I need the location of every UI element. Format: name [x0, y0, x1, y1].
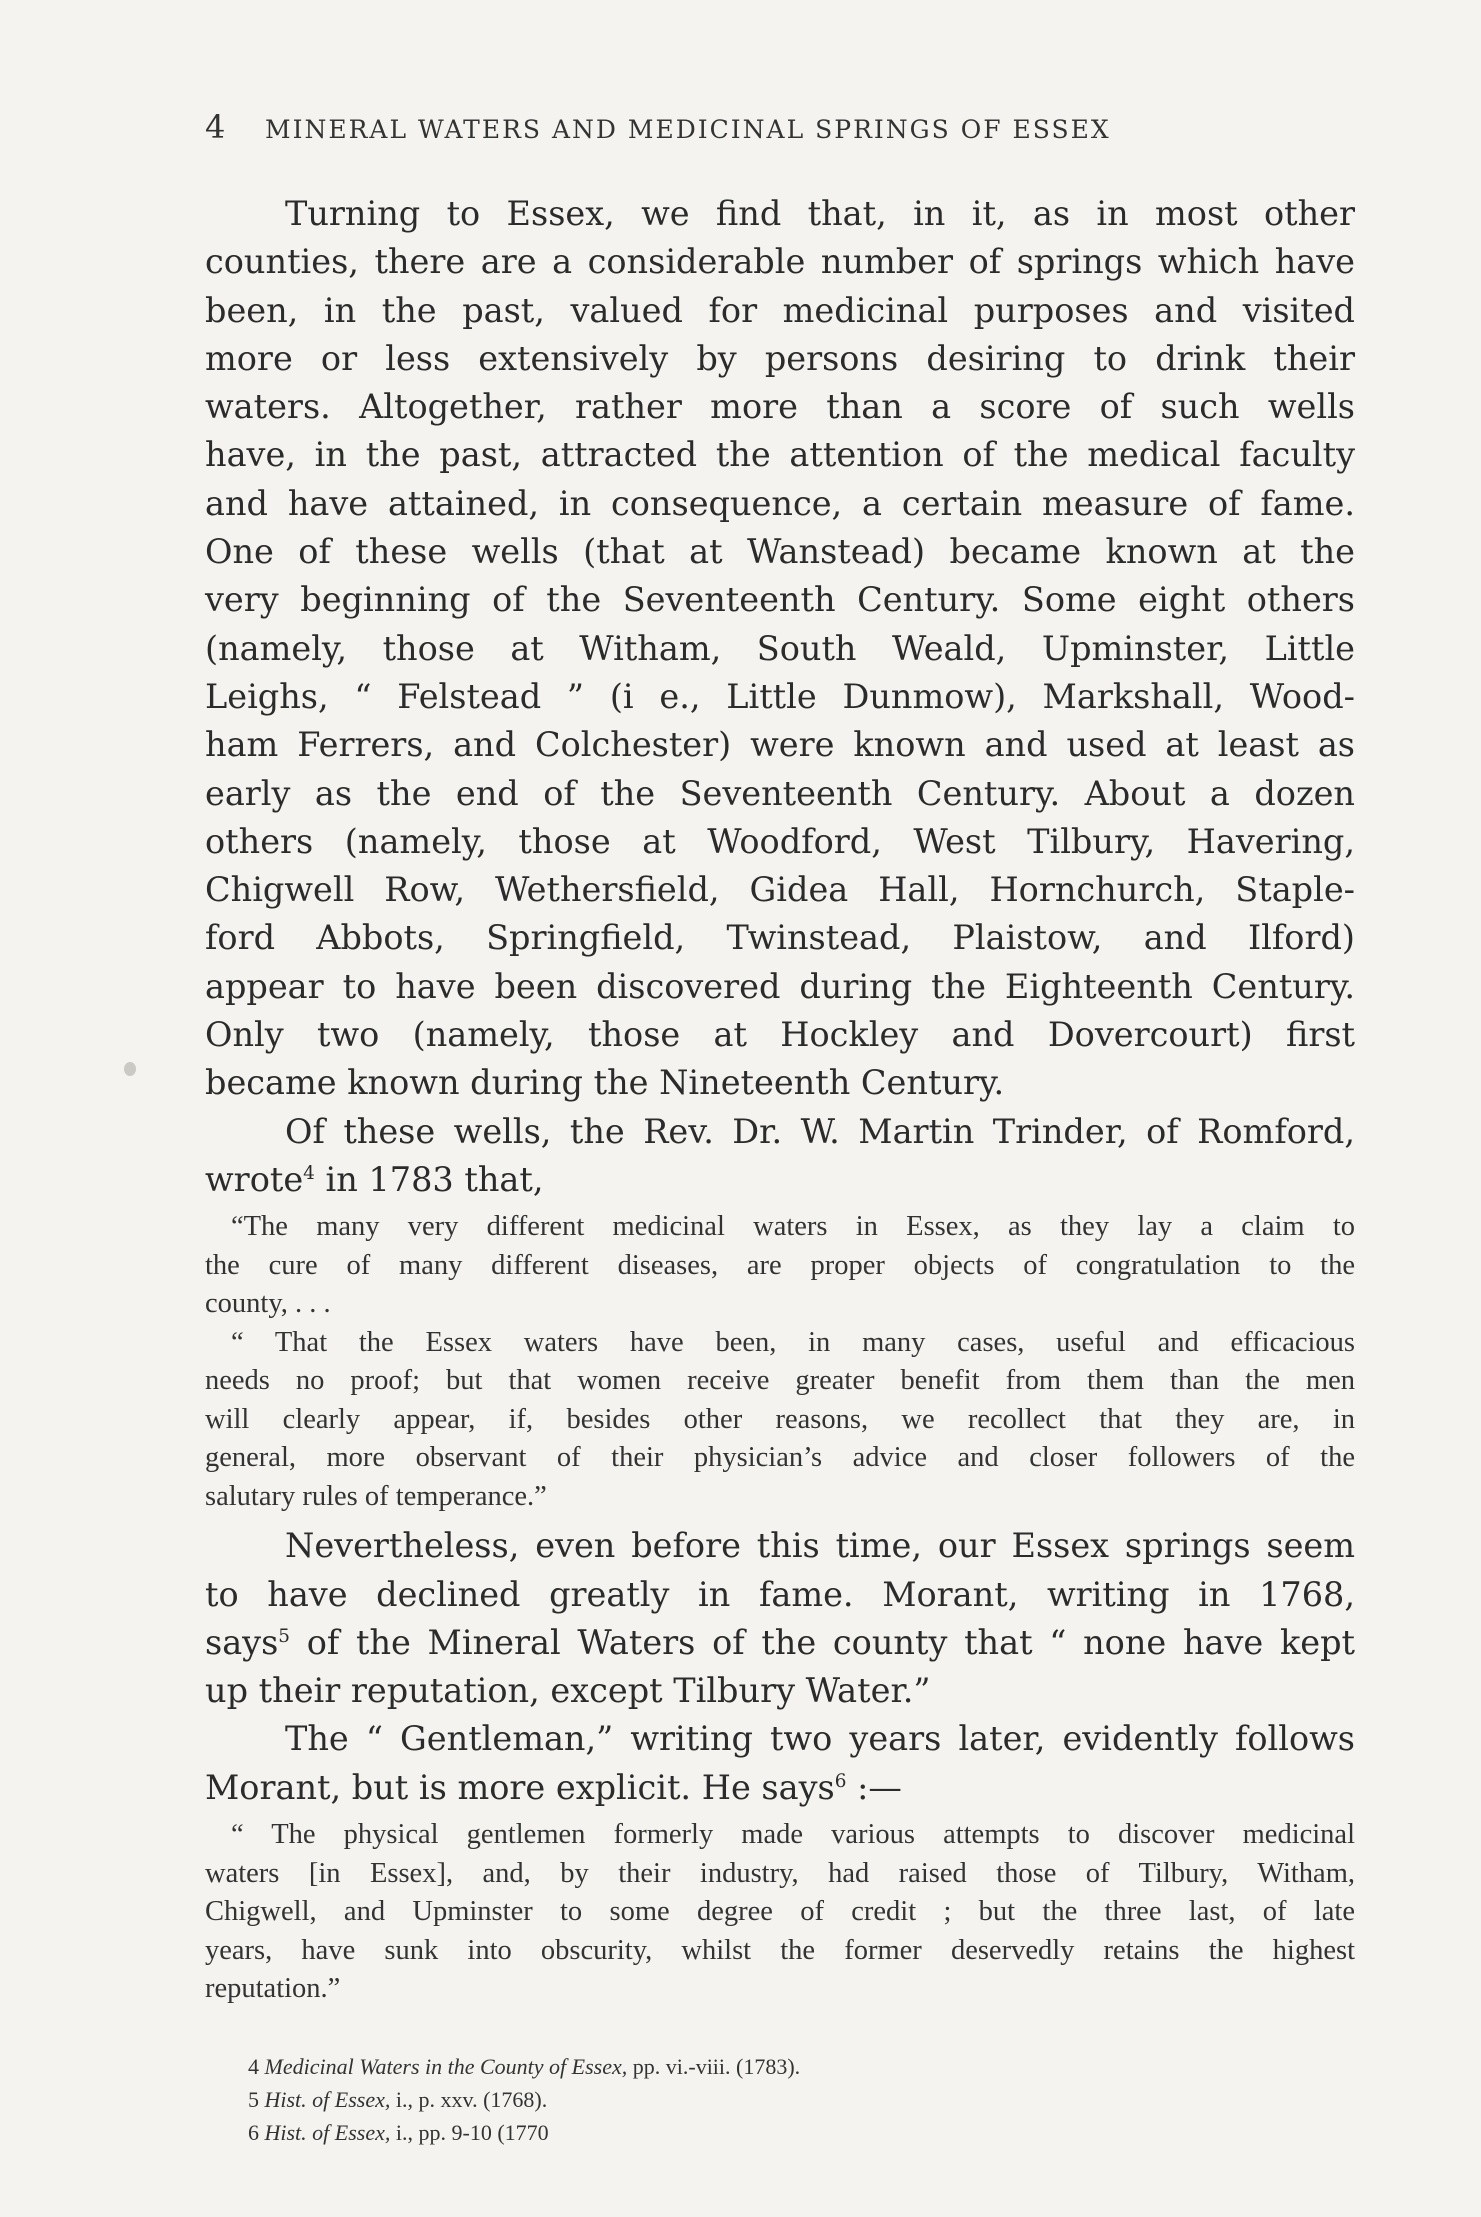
- footnotes: [248, 2050, 800, 2149]
- text-line: counties, there are a considerable number of springs which have: [205, 242, 1355, 282]
- paragraph-4: [205, 1715, 1355, 1812]
- text-line: ford Abbots, Springfield, Twinstead, Plaistow, and Ilford): [205, 918, 1355, 958]
- text-line: Of these wells, the Rev. Dr. W. Martin Trinder, of Romford,: [285, 1111, 1355, 1151]
- footnote-title: Medicinal Waters in the County of Essex,: [264, 2054, 628, 2079]
- text-line: Turning to Essex, we find that, in it, as in most other: [285, 194, 1355, 233]
- quote-line: waters [in Essex], and, by their industry, had raised those of Tilbury, Witham,: [205, 1857, 1355, 1889]
- text-line: One of these wells (that at Wanstead) became known at the: [205, 532, 1355, 572]
- quote-line: reputation.”: [205, 1973, 341, 2005]
- footnote-title: Hist. of Essex,: [264, 2087, 391, 2112]
- quote-line: years, have sunk into obscurity, whilst the former deservedly retains the highest: [205, 1934, 1355, 1966]
- text-line: [205, 1764, 1355, 1812]
- text-line: up their reputation, except Tilbury Water.”: [205, 1671, 931, 1711]
- text-run: :—: [846, 1767, 902, 1807]
- footnote-ref-5: 5: [278, 1625, 290, 1647]
- text-run: Morant, but is more explicit. He says: [205, 1767, 835, 1807]
- text-line: became known during the Nineteenth Century.: [205, 1063, 1005, 1103]
- text-line: more or less extensively by persons desiring to drink their: [205, 338, 1355, 378]
- text-line: [205, 1156, 1355, 1204]
- paragraph-2: [205, 1108, 1355, 1205]
- text-line: Chigwell Row, Wethersfield, Gidea Hall, Hornchurch, Staple-: [205, 870, 1355, 910]
- footnote-ref-6: 6: [834, 1770, 847, 1792]
- quote-line: the cure of many different diseases, are proper objects of congratulation to the: [205, 1249, 1355, 1281]
- block-quote-gentleman: [205, 1816, 1355, 2009]
- text-line: to have declined greatly in fame. Morant, writing in 1768,: [205, 1574, 1355, 1614]
- text-line: Leighs, “ Felstead ” (i e., Little Dunmow), Markshall, Wood-: [205, 676, 1355, 716]
- text-line: have, in the past, attracted the attention of the medical faculty: [205, 435, 1355, 475]
- text-line: The “ Gentleman,” writing two years later, evidently follows: [285, 1719, 1355, 1759]
- paper-speck: [124, 1062, 136, 1076]
- quote-line: will clearly appear, if, besides other reasons, we recollect that they are, in: [205, 1403, 1355, 1435]
- text-run: of the Mineral Waters of the county that “ none have kept: [290, 1622, 1355, 1662]
- running-head: [205, 108, 1265, 146]
- text-line: very beginning of the Seventeenth Century. Some eight others: [205, 580, 1355, 620]
- text-line: ham Ferrers, and Colchester) were known and used at least as: [205, 725, 1355, 765]
- footnote-title: Hist. of Essex,: [264, 2120, 391, 2145]
- footnote-rest: i., pp. 9-10 (1770: [390, 2120, 549, 2145]
- text-line: been, in the past, valued for medicinal purposes and visited: [205, 290, 1355, 330]
- text-line: others (namely, those at Woodford, West Tilbury, Havering,: [205, 821, 1355, 861]
- quote-line: needs no proof; but that women receive greater benefit from them than the men: [205, 1365, 1355, 1397]
- footnote-rest: i., p. xxv. (1768).: [390, 2087, 548, 2112]
- quote-line: general, more observant of their physician’s advice and closer followers of the: [205, 1442, 1355, 1474]
- footnote-6: [248, 2116, 800, 2149]
- paragraph-3: [205, 1522, 1355, 1715]
- text-line: appear to have been discovered during the Eighteenth Century.: [205, 966, 1355, 1006]
- footnote-number: 6: [248, 2120, 259, 2145]
- footnote-4: [248, 2050, 800, 2083]
- quote-line: “The many very different medicinal waters in Essex, as they lay a claim to: [231, 1211, 1355, 1243]
- text-run: in 1783 that,: [314, 1159, 544, 1199]
- body-text: [205, 190, 1355, 2015]
- text-line: (namely, those at Witham, South Weald, Upminster, Little: [205, 628, 1355, 668]
- block-quote-trinder: [205, 1208, 1355, 1516]
- text-run: says: [205, 1622, 279, 1662]
- text-line: [205, 1619, 1355, 1667]
- footnote-number: 5: [248, 2087, 259, 2112]
- footnote-ref-4: 4: [303, 1162, 315, 1184]
- footnote-rest: pp. vi.-viii. (1783).: [627, 2054, 801, 2079]
- running-title: MINERAL WATERS AND MEDICINAL SPRINGS OF ESSEX: [265, 115, 1111, 144]
- text-line: Nevertheless, even before this time, our Essex springs seem: [285, 1526, 1355, 1566]
- text-line: and have attained, in consequence, a certain measure of fame.: [205, 483, 1355, 523]
- quote-line: salutary rules of temperance.”: [205, 1480, 547, 1512]
- text-run: wrote: [205, 1159, 304, 1199]
- footnote-5: [248, 2083, 800, 2116]
- page-number: 4: [205, 108, 226, 146]
- text-line: Only two (namely, those at Hockley and Dovercourt) first: [205, 1015, 1355, 1055]
- text-line: waters. Altogether, rather more than a score of such wells: [205, 387, 1355, 427]
- quote-line: Chigwell, and Upminster to some degree of credit ; but the three last, of late: [205, 1896, 1355, 1928]
- quote-line: “ That the Essex waters have been, in many cases, useful and efficacious: [231, 1326, 1355, 1358]
- paragraph-1: [205, 190, 1355, 1108]
- text-line: early as the end of the Seventeenth Century. About a dozen: [205, 773, 1355, 813]
- quote-line: “ The physical gentlemen formerly made various attempts to discover medicinal: [231, 1819, 1355, 1851]
- footnote-number: 4: [248, 2054, 259, 2079]
- quote-line: county, . . .: [205, 1288, 331, 1320]
